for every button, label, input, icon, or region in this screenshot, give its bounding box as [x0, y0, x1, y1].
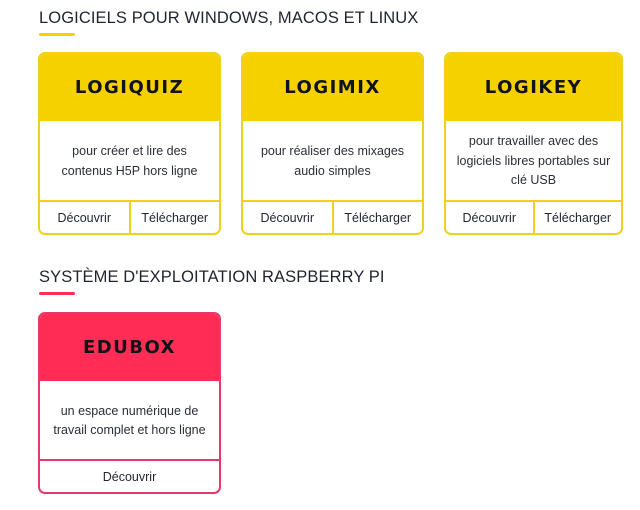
- card-title: EDUBOX: [82, 337, 177, 358]
- section-underline-raspberry-pi: [39, 292, 75, 295]
- card-logikey: [444, 52, 623, 235]
- card-header: [40, 54, 219, 121]
- card-body: [243, 121, 422, 202]
- card-actions: [40, 200, 219, 233]
- discover-button[interactable]: Découvrir: [57, 210, 111, 225]
- card-actions: [40, 459, 219, 492]
- card-body: [40, 121, 219, 202]
- card-body: [40, 381, 219, 461]
- card-logiquiz: [38, 52, 221, 235]
- discover-button[interactable]: Découvrir: [260, 210, 314, 225]
- card-body: [446, 121, 621, 202]
- card-actions: [446, 200, 621, 233]
- card-header: [40, 314, 219, 381]
- card-description: pour créer et lire des contenus H5P hors ligne: [61, 144, 198, 178]
- discover-button[interactable]: Découvrir: [462, 210, 516, 225]
- card-description: pour réaliser des mixages audio simples: [260, 144, 405, 178]
- card-header: [243, 54, 422, 121]
- discover-button[interactable]: Découvrir: [102, 469, 157, 484]
- download-button[interactable]: Télécharger: [533, 202, 622, 233]
- card-header: [446, 54, 621, 121]
- section-underline-desktop-software: [39, 33, 75, 36]
- card-edubox: [38, 312, 221, 494]
- card-title: LOGIMIX: [284, 77, 381, 98]
- card-logimix: [241, 52, 424, 235]
- download-button[interactable]: Télécharger: [129, 202, 220, 233]
- card-title: LOGIKEY: [484, 77, 583, 98]
- card-description: un espace numérique de travail complet et hors ligne: [53, 403, 206, 437]
- section-title-desktop-software: LOGICIELS POUR WINDOWS, MACOS ET LINUX: [39, 9, 419, 27]
- card-description: pour travailler avec des logiciels libres portables sur clé USB: [456, 134, 611, 188]
- section-title-raspberry-pi: SYSTÈME D'EXPLOITATION RASPBERRY PI: [39, 268, 385, 286]
- download-button[interactable]: Télécharger: [332, 202, 423, 233]
- card-actions: [243, 200, 422, 233]
- card-title: LOGIQUIZ: [74, 77, 185, 98]
